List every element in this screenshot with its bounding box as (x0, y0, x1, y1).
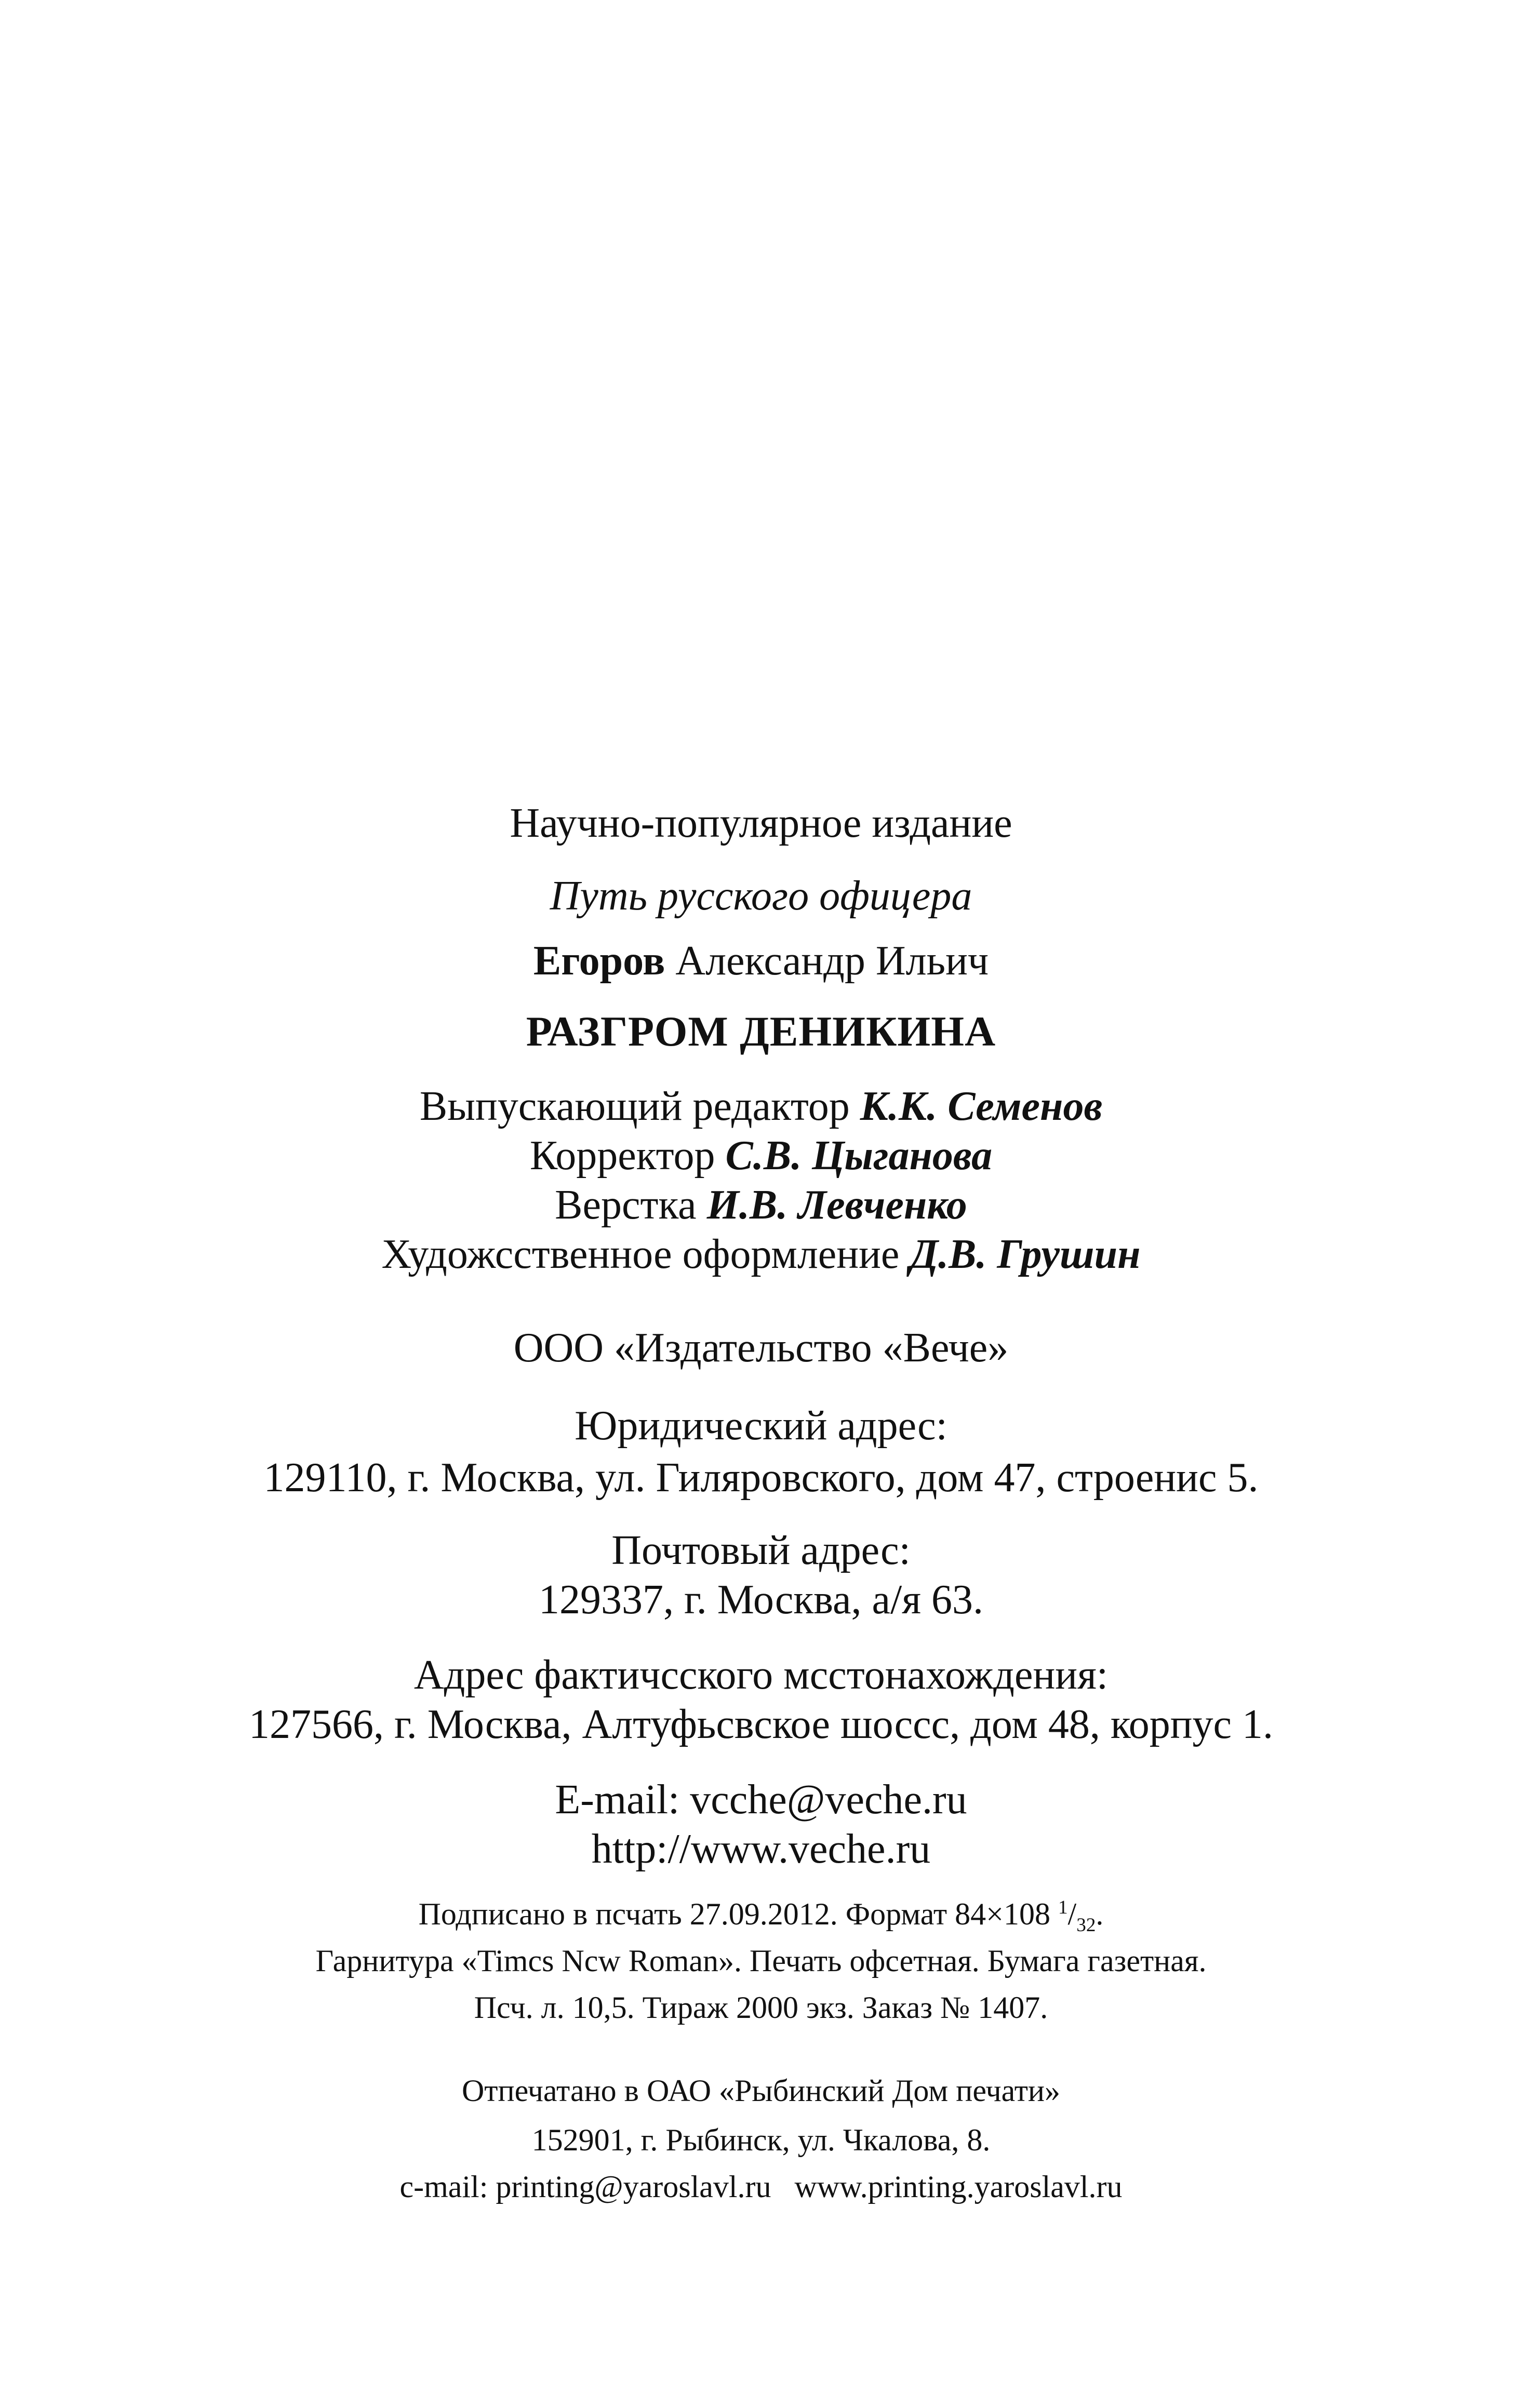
website-line: http://www.veche.ru (591, 1826, 931, 1872)
legal-address-label: Юридический адрес: (575, 1403, 947, 1449)
printer-name: Отпечатано в ОАО «Рыбинский Дом печати» (461, 2073, 1061, 2108)
series-title: Путь русского офицера (550, 873, 972, 919)
print-signed-text: Подписано в псчать 27.09.2012. Формат 84×108 (418, 1897, 1058, 1931)
credit-name: И.В. Левченко (706, 1182, 967, 1228)
print-typeface-line: Гарнитура «Timcs Ncw Roman». Печать офсетная. Бумага газетная. (315, 1944, 1207, 1978)
book-title: РАЗГРОМ ДЕНИКИНА (526, 1008, 996, 1055)
postal-address-value: 129337, г. Москва, а/я 63. (538, 1577, 984, 1623)
print-signed-line (0, 1897, 1522, 1936)
fraction-denominator: 32 (1076, 1915, 1096, 1936)
legal-address-value: 129110, г. Москва, ул. Гиляровского, дом 47, строенис 5. (263, 1455, 1259, 1501)
print-signed-end: . (1096, 1897, 1104, 1931)
printer-contacts: c-mail: printing@yaroslavl.ru www.printing.yaroslavl.ru (399, 2170, 1123, 2204)
credit-name: С.В. Цыганова (725, 1133, 993, 1179)
postal-address-label: Почтовый адрес: (611, 1528, 911, 1573)
credit-design (0, 1234, 1522, 1275)
email-line: E-mail: vcche@veche.ru (555, 1777, 967, 1823)
credit-editor (0, 1083, 1522, 1129)
credit-role: Корректор (529, 1133, 715, 1179)
edition-type: Научно-популярное издание (510, 800, 1012, 846)
credit-role: Верстка (555, 1182, 697, 1228)
credit-name: К.К. Семенов (860, 1083, 1103, 1129)
print-sheets-line: Псч. л. 10,5. Тираж 2000 экз. Заказ № 1407. (474, 1990, 1048, 2025)
fraction-slash: / (1067, 1897, 1077, 1931)
printer-address: 152901, г. Рыбинск, ул. Чкалова, 8. (531, 2123, 991, 2157)
credit-role: Выпускающий редактор (419, 1083, 850, 1129)
publisher-name: ООО «Издательство «Вече» (513, 1325, 1009, 1371)
actual-address-value: 127566, г. Москва, Алтуфьсвское шоссс, дом 48, корпус 1. (248, 1702, 1274, 1747)
actual-address-label: Адрес фактичсского мсстонахождения: (413, 1652, 1109, 1698)
credit-layout (0, 1184, 1522, 1226)
credit-proofreader (0, 1133, 1522, 1179)
fraction-numerator: 1 (1058, 1897, 1068, 1918)
credit-name: Д.В. Грушин (910, 1232, 1141, 1277)
author-surname: Егоров (533, 938, 665, 984)
author-given-names: Александр Ильич (675, 938, 989, 984)
credit-role: Художсственное оформление (381, 1232, 900, 1277)
author-line (0, 940, 1522, 982)
